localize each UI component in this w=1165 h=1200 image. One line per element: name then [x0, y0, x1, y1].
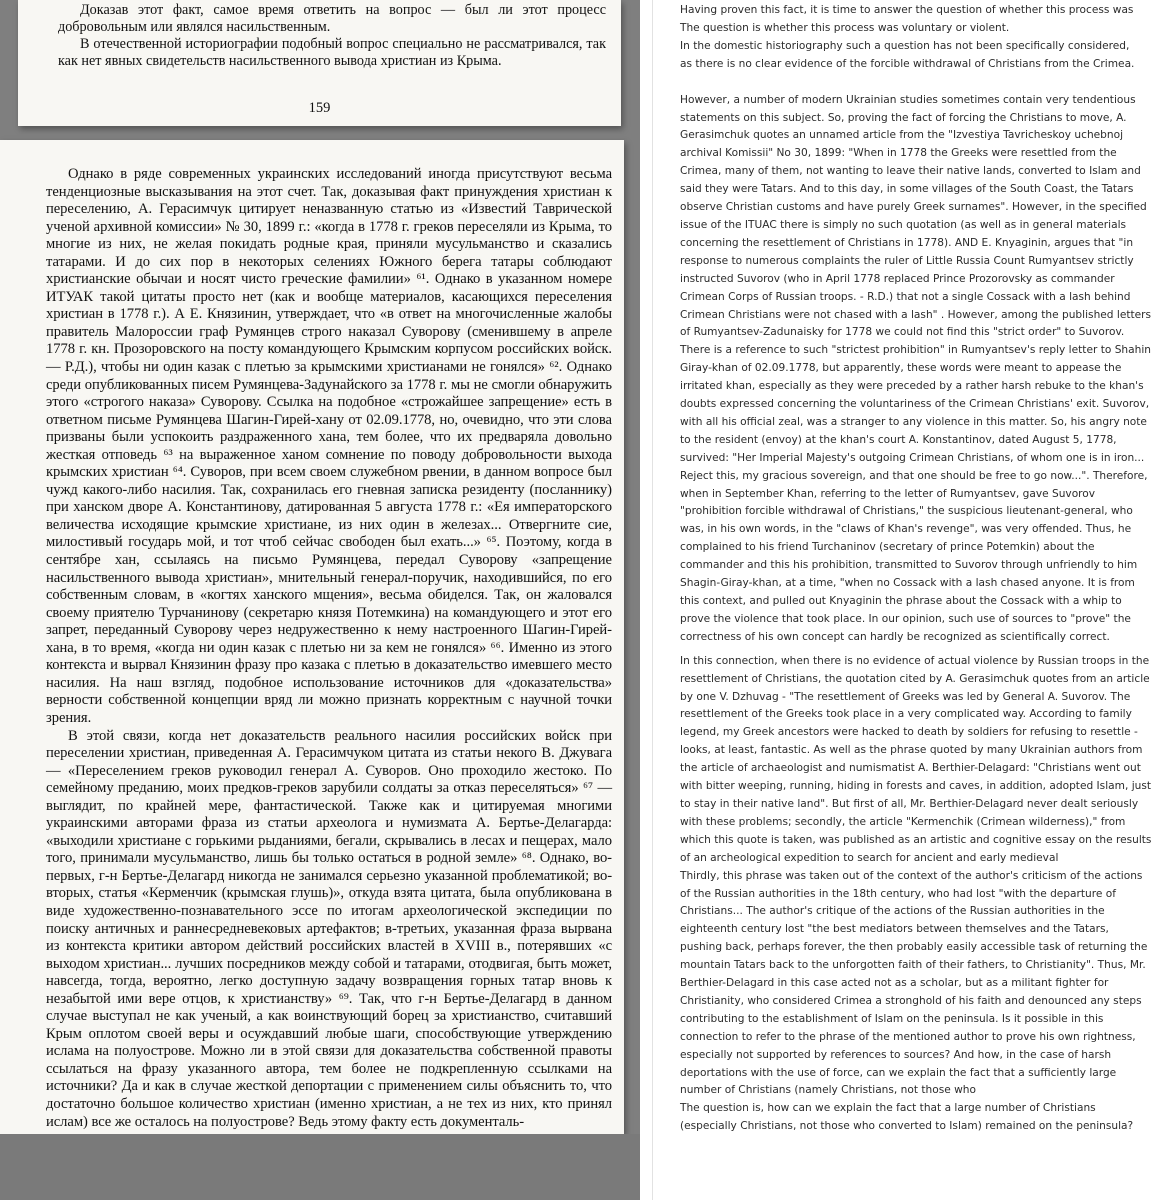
translation-text [680, 2, 1152, 1136]
translation-line: as there is no clear evidence of the forcible withdrawal of Christians from the Crimea. [680, 57, 1135, 70]
ru-paragraph: В этой связи, когда нет доказательств реального насилия российских войск при переселении христиан, приведенная А. Герасимчуком цитата из статьи некого В. Джувага — «Переселением греков руководил генерал А. Суворов. Оно проходило жестоко. По семейному преданию, моих предков-греков зарубили солдаты за отказ переселяться» ⁶⁷ — выглядит, по крайней мере, фантастической. Также как и цитируемая многими украинскими авторами фраза из статьи археолога и нумизмата А. Бертье-Делагарда: «выходили христиане с горькими рыданиями, бегали, скрывались в лесах и пещерах, мало того, принимали мусульманство, лишь бы только остаться в родной земле» ⁶⁸. Однако, во-первых, г-н Бертье-Делагард никогда не занимался серьезно указанной проблематикой; во-вторых, статья «Керменчик (крымская глушь)», откуда взята цитата, была опубликована в виде художественно-познавательного эссе по итогам археологической экспедиции по поиску античных и раннесредневековых артефактов; в-третьих, указанная фраза вырвана из контекста критики автором действий российских властей в XVIII в., потерявших «с выходом христиан... лучших посредников между собой и татарами, отодвигая, быть может, навсегда, тогда, вероятно, легко доступную задачу возвращения горных татар вновь к незабытой ими вере отцов, к христианству» ⁶⁹. Так, что г-н Бертье-Делагард в данном случае выступал не как ученый, а как воинствующий борец за христианство, считавший Крым оплотом своей веры и осуждавший любые шаги, способствующие утверждению ислама на полуострове. Можно ли в этой связи для доказательства собственной правоты ссылаться на фразу указанного автора, тем более не подкрепленную ссылками на источники? Да и как в случае жесткой депортации с применением силы объяснить то, что достаточно большое количество христиан (именно христиан, а не тех из них, кто принял ислам) все же осталось на полуострове? Ведь этому факту есть документаль- [46, 727, 612, 1130]
translation-line: (especially Christians, not those who converted to Islam) remained on the peninsula? [680, 1120, 1134, 1133]
ru-paragraph: В отечественной историографии подобный вопрос специально не рассматривался, так как нет явных свидетельств насильственного вывода христиан из Крыма. [58, 36, 606, 69]
translation-panel [652, 0, 1158, 1200]
scanned-page-158-bottom [18, 0, 621, 126]
translation-line: Having proven this fact, it is time to answer the question of whether this process was [680, 4, 1134, 16]
translation-line: The question is, how can we explain the fact that a large number of Christians [680, 1102, 1096, 1115]
ru-paragraph: Доказав этот факт, самое время ответить на вопрос — был ли этот процесс добровольным или являлся насильственным. [58, 2, 606, 35]
ru-paragraph: Однако в ряде современных украинских исследований иногда присутствуют весьма тенденциозные высказывания на этот счет. Так, доказывая факт принуждения христиан к переселению, А. Герасимчук цитирует неназванную статью из «Известий Таврической ученой архивной комиссии» № 30, 1899 г.: «когда в 1778 г. греков переселяли из Крыма, то многие из них, не желая покидать родные края, приняли мусульманство и сказались татарами. И до сих пор в некоторых селениях Южного берега татары соблюдают христианские обычаи и носят чисто греческие фамилии» ⁶¹. Однако в указанном номере ИТУАК такой цитаты просто нет (как и вообще материалов, касающихся переселения христиан в 1778 г.). А Е. Князинин, утверждает, что «в ответ на многочисленные жалобы правитель Малороссии граф Румянцев строго наказал Суворову (сменившему в апреле 1778 г. кн. Прозоровского на посту командующего Крымским корпусом российских войск. — Р.Д.), чтобы ни один казак с плетью за крымскими христианами не гонялся» ⁶². Однако среди опубликованных писем Румянцева-Задунайского за 1778 г. мы не смогли обнаружить этого «строгого наказа» Суворову. Ссылка на подобное «строжайшее запрещение» есть в ответном письме Румянцева Шагин-Гирей-хану от 02.09.1778, но, очевидно, что эти слова призваны были успокоить раздраженного хана, тем более, что их предваряла довольно жесткая отповедь ⁶³ на выраженное ханом сомнение по поводу добровольности выхода крымских христиан ⁶⁴. Суворов, при всем своем служебном рвении, в данном вопросе был чужд какого-либо насилия. Так, сохранилась его гневная записка резиденту (посланнику) при ханском дворе А. Константинову, датированная 5 августа 1778 г.: «Ея императорского величества исходящие крымские христиане, из них один в железах... Отвергните сие, милостивый государь мой, и тот чтоб сейчас свободен был ехать...» ⁶⁵. Поэтому, когда в сентябре хан, ссылаясь на письмо Румянцева, передал Суворову «запрещение насильственного вывода христиан», мнительный генерал-поручик, находившийся, по его собственным словам, в «когтях ханского мщения», весьма обиделся. Так, он жаловался своему приятелю Турчанинову (секретарю князя Потемкина) на командующего и этот его запрет, переданный Суворову через недружественно к нему настроенного Шагин-Гирей-хана, в то время, «когда ни один казак с плетью ни за кем не гонялся» ⁶⁶. Именно из этого контекста и вырвал Князинин фразу про казака с плетью в доказательство имевшего место насилия. На наш взгляд, подобное использование источников для «доказательства» верности собственной концепции вряд ли можно признать корректным с научной точки зрения. [46, 166, 612, 726]
translation-paragraph: In this connection, when there is no evidence of actual violence by Russian troops in the resettlement of Christians, the quotation cited by A. Gerasimchuk quotes from an article by one V. Dzhuvag - "The resettlement of Greeks was led by General A. Suvorov. The resettlement of the Greeks took place in a very complicated way. According to family legend, my Greek ancestors were hacked to death by soldiers for refusing to resettle - looks, at least, fantastic. As well as the phrase quoted by many Ukrainian authors from the article of archaeologist and numismatist A. Berthier-Delagard: "Christians went out with bitter weeping, running, hiding in forests and caves, in addition, adopted Islam, just to stay in their native land". But first of all, Mr. Berthier-Delagard never dealt seriously with these problems; secondly, the article "Kermenchik (Crimean wilderness)," from which this quote is taken, was published as an artistic and cognitive essay on the results of an archeological expedition to search for ancient and early medieval [680, 654, 1152, 864]
translation-line: The question is whether this process was voluntary or violent. [680, 21, 1010, 34]
page-main-text [46, 166, 612, 1131]
page-number: 159 [308, 100, 331, 116]
translation-paragraph: However, a number of modern Ukrainian studies sometimes contain very tendentious statements on this subject. So, proving the fact of forcing the Christians to move, A. Gerasimchuk quotes an unnamed article from the "Izvestiya Tavricheskoy uchebnoj archival Komissii" No 30, 1899: "When in 1778 the Greeks were resettled from the Crimea, many of them, not wanting to leave their native lands, converted to Islam and said they were Tatars. And to this day, in some villages of the South Coast, the Tatars observe Christian customs and have purely Greek surnames". However, in the specified issue of the ITUAC there is simply no such quotation (as well as in general materials concerning the resettlement of Christians in 1778). AND E. Knyaginin, argues that "in response to numerous complaints the ruler of Little Russia Count Rumyantsev strictly instructed Suvorov (who in April 1778 replaced Prince Prozorovsky as commander Crimean Corps of Russian troops. - R.D.) that not a single Cossack with a lash behind [680, 93, 1147, 303]
page-top-text [58, 2, 606, 70]
translation-paragraph: Crimean Christians were not chased with a lash" . However, among the published letters of Rumyantsev-Zadunaisky for 1778 we could not find this "strict order" to Suvorov. There is a reference to such "strictest prohibition" in Rumyantsev's reply letter to Shahin Giray-khan of 02.09.1778, but apparently, these words were meant to appease the irritated khan, especially as they were preceded by a rather harsh rebuke to the khan's doubts expressed concerning the voluntariness of the Crimean Christians' exit. Suvorov, with all his official zeal, was a stranger to any violence in this matter. So, his angry note to the resident (envoy) at the khan's court A. Konstantinov, dated August 5, 1778, survived: "Her Imperial Majesty's outgoing Crimean Christians, of whom one is in iron... Reject this, my gracious sovereign, and that one should be free to go now...". Therefore, when in September Khan, referring to the letter of Rumyantsev, gave Suvorov "prohibition forcible withdrawal of Christians," the suspicious lieutenant-general, who was, in his own words, in the "claws of Khan's revenge", was very offended. Thus, he complained to his friend Turchaninov (secretary of prince Potemkin) about the commander and this his prohibition, transmitted to Suvorov through unfriendly to him Shagin-Giray-khan, at a time, "when no Cossack with a lash chased anyone. It is from this context, and pulled out Knyaginin the phrase about the Cossack with a whip to prove the violence that took place. In our opinion, such use of sources to "prove" the correctness of his own concept can hardly be recognized as scientifically correct. [680, 308, 1152, 643]
scanned-page-159 [0, 140, 624, 1134]
translation-line: In the domestic historiography such a question has not been specifically considered, [680, 39, 1130, 52]
scan-background-strip [0, 1134, 640, 1200]
translation-paragraph: Thirdly, this phrase was taken out of the context of the author's criticism of the actions of the Russian authorities in the 18th century, who had lost "with the departure of Christians... The author's critique of the actions of the Russian authorities in the eighteenth century lost "the best mediators between themselves and the Tatars, pushing back, perhaps forever, the then probably easily accessible task of returning the mountain Tatars back to the unforgotten faith of their fathers, to Christianity". Thus, Mr. Berthier-Delagard in this case acted not as a scholar, but as a militant fighter for Christianity, who considered Crimea a stronghold of his faith and denounced any steps contributing to the establishment of Islam on the peninsula. Is it possible in this connection to refer to the phrase of the mentioned author to prove his own rightness, especially not supported by references to sources? And how, in the case of harsh deportations with the use of force, can we explain the fact that a sufficiently large number of Christians (namely Christians, not those who [680, 869, 1148, 1097]
